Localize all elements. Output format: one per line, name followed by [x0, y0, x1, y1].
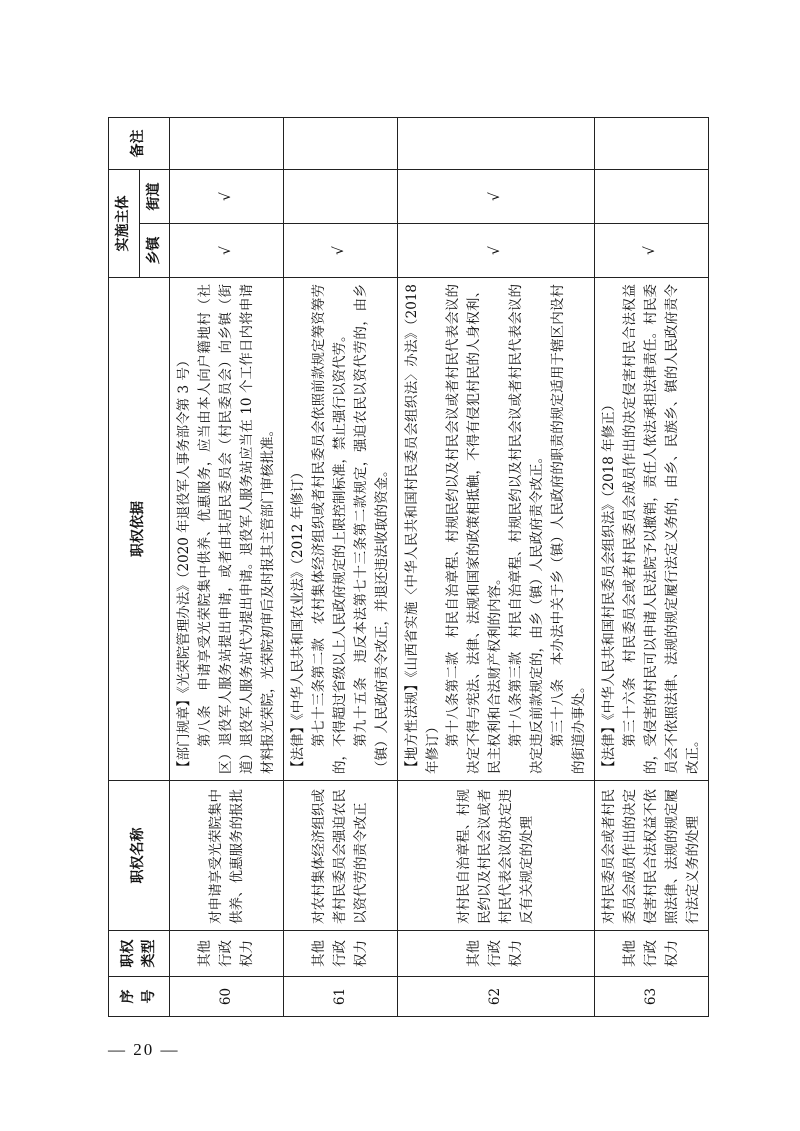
- township-check: √: [170, 224, 284, 278]
- row-type: 其他行政权力: [397, 931, 594, 977]
- basis-article: 第十八条第二款 村民自治章程、村规民约以及村民会议或者村民代表会议的决定不得与宪法、法律、法规和国家的政策相抵触，不得有侵犯村民的人身权利、民主权利和合法财产权利的内容。: [445, 284, 504, 774]
- basis-article: 第九十五条 违反本法第七十三条第二款规定，强迫农民以资代劳的，由乡（镇）人民政府责令改正，并退还违法收取的资金。: [352, 284, 390, 774]
- header-subject: 实施主体: [109, 170, 140, 278]
- street-check: √: [170, 170, 284, 224]
- table-row: [594, 118, 708, 1017]
- row-name: 对村民自治章程、村规民约以及村民会议或者村民代表会议的决定违反有关规定的处理: [397, 781, 594, 931]
- powers-table: [108, 117, 709, 1017]
- row-seq: 63: [594, 977, 708, 1017]
- basis-source: 【法律】《中华人民共和国农业法》（2012 年修订）: [289, 465, 306, 774]
- header-township: 乡镇: [139, 224, 170, 278]
- row-seq: 61: [283, 977, 397, 1017]
- header-type: 职权类型: [109, 931, 170, 977]
- header-seq: 序号: [109, 977, 170, 1017]
- row-seq: 60: [170, 977, 284, 1017]
- header-street: 街道: [139, 170, 170, 224]
- row-basis: [397, 278, 594, 781]
- basis-source: 【部门规章】《光荣院管理办法》（2020 年退役军人事务部令第 3 号）: [176, 353, 193, 774]
- row-name: 对农村集体经济组织或者村民委员会强迫农民以资代劳的责令改正: [283, 781, 397, 931]
- basis-article: 第七十三条第二款 农村集体经济组织或者村民委员会依照前款规定筹资筹劳的，不得超过省级以上人民政府规定的上限控制标准，禁止强行以资代劳。: [310, 284, 348, 774]
- table-row: [170, 118, 284, 1017]
- township-check: √: [397, 224, 594, 278]
- row-type: 其他行政权力: [594, 931, 708, 977]
- row-note: [170, 118, 284, 170]
- row-note: [594, 118, 708, 170]
- table-row: [283, 118, 397, 1017]
- row-basis: [283, 278, 397, 781]
- basis-source: 【地方性法规】《山西省实施〈中华人民共和国村民委员会组织法〉办法》（2018 年修订）: [403, 284, 441, 774]
- street-check: [594, 170, 708, 224]
- township-check: √: [594, 224, 708, 278]
- row-type: 其他行政权力: [170, 931, 284, 977]
- basis-source: 【法律】《中华人民共和国村民委员会组织法》（2018 年修正）: [600, 397, 617, 774]
- basis-article: 第三十八条 本办法中关于乡（镇）人民政府的职责的规定适用于辖区内设村的街道办事处。: [550, 284, 587, 774]
- basis-article: 第八条 申请享受光荣院集中供养、优惠服务，应当由本人向户籍地村（社区）退役军人服务站提出申请，或者由其居民委员会（村民委员会）向乡镇（街道）退役军人服务站代为提出申请。退役军人服务站应当在 10 个工作日内将申请材料报光荣院，光荣院初审后及时报其主管部门审核批准。: [197, 284, 277, 774]
- row-seq: 62: [397, 977, 594, 1017]
- row-note: [397, 118, 594, 170]
- table-header-row: [109, 118, 140, 1017]
- basis-article: 第三十六条 村民委员会或者村民委员会成员作出的决定侵害村民合法权益的，受侵害的村民可以申请人民法院予以撤销，责任人依法承担法律责任。村民委员会不依照法律、法规的规定履行法定义务的，由乡、民族乡、镇的人民政府责令改正。: [621, 284, 701, 774]
- township-check: √: [283, 224, 397, 278]
- row-type: 其他行政权力: [283, 931, 397, 977]
- row-name: 对申请享受光荣院集中供养、优惠服务的报批: [170, 781, 284, 931]
- header-basis: 职权依据: [109, 278, 170, 781]
- basis-article: 第十八条第三款 村民自治章程、村规民约以及村民会议或者村民代表会议的决定违反前款规定的，由乡（镇）人民政府责令改正。: [508, 284, 546, 774]
- row-note: [283, 118, 397, 170]
- page-number: — 20 —: [108, 1040, 180, 1059]
- header-name: 职权名称: [109, 781, 170, 931]
- header-note: 备注: [109, 118, 170, 170]
- row-basis: [170, 278, 284, 781]
- street-check: √: [397, 170, 594, 224]
- street-check: [283, 170, 397, 224]
- row-basis: [594, 278, 708, 781]
- row-name: 对村民委员会或者村民委员会成员作出的决定侵害村民合法权益不依照法律、法规的规定履行法定义务的处理: [594, 781, 708, 931]
- table-row: [397, 118, 594, 1017]
- rotated-table-page: [108, 117, 701, 1017]
